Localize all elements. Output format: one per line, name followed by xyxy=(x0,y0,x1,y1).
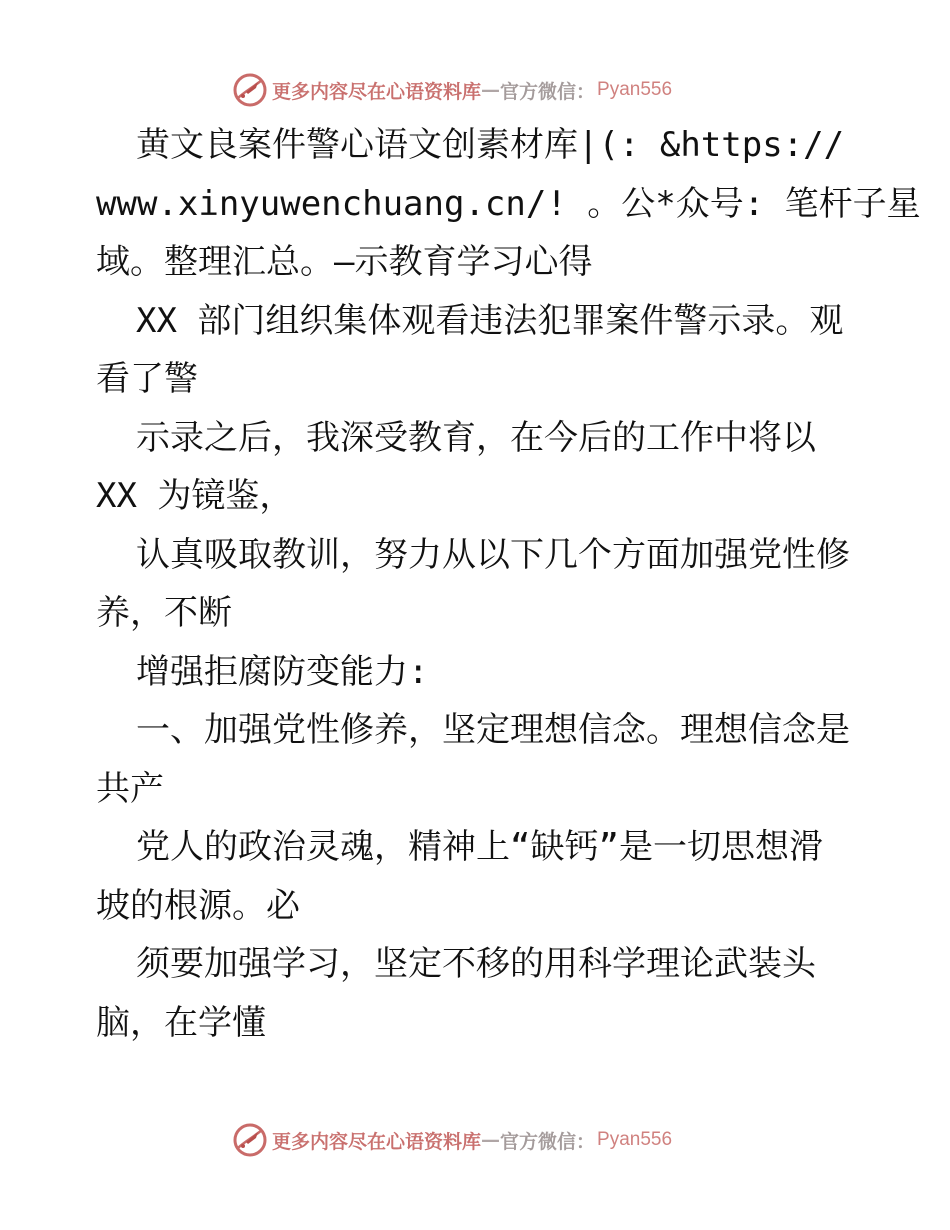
body-line: 党人的政治灵魂，精神上“缺钙”是一切思想滑 xyxy=(136,827,823,867)
body-line: www.xinyuwenchuang.cn/! 。公*众号: 笔杆子星 xyxy=(96,183,921,224)
body-line: 黄文良案件警心语文创素材库|(: &https:// xyxy=(136,125,845,165)
body-line: 一、加强党性修养，坚定理想信念。理想信念是 xyxy=(136,710,850,750)
body-line: 认真吸取教训，努力从以下几个方面加强党性修 xyxy=(136,534,850,575)
body-line: 示录之后，我深受教育，在今后的工作中将以 xyxy=(136,417,816,458)
body-line: XX 部门组织集体观看违法犯罪案件警示录。观 xyxy=(136,300,844,341)
body-line: 养，不断 xyxy=(96,593,232,633)
footer-banner-weixin: 官方微信： xyxy=(500,1130,596,1153)
header-banner-separator: — xyxy=(481,79,501,101)
header-banner-id: Pyan556 xyxy=(597,79,673,100)
footer-banner-separator: — xyxy=(481,1129,501,1151)
body-line: 域。整理汇总。—示教育学习心得 xyxy=(96,242,593,282)
body-line: 共产 xyxy=(96,768,164,809)
body-line: 看了警 xyxy=(96,359,198,399)
footer-banner-id: Pyan556 xyxy=(597,1129,673,1150)
body-line: 增强拒腐防变能力: xyxy=(136,651,429,692)
body-line: 坡的根源。必 xyxy=(96,885,300,926)
header-banner-weixin: 官方微信： xyxy=(500,80,596,103)
pen-logo-icon xyxy=(232,72,268,108)
body-line: XX 为镜鉴， xyxy=(96,476,294,516)
header-banner-text: 更多内容尽在心语资料库 xyxy=(272,80,482,103)
footer-banner-text: 更多内容尽在心语资料库 xyxy=(272,1130,482,1153)
header-banner xyxy=(232,70,732,110)
body-line: 须要加强学习，坚定不移的用科学理论武装头 xyxy=(136,944,816,984)
footer-banner xyxy=(232,1120,732,1160)
document-body xyxy=(96,116,921,1052)
pen-logo-icon xyxy=(232,1122,268,1158)
body-line: 脑，在学懂 xyxy=(96,1002,266,1043)
